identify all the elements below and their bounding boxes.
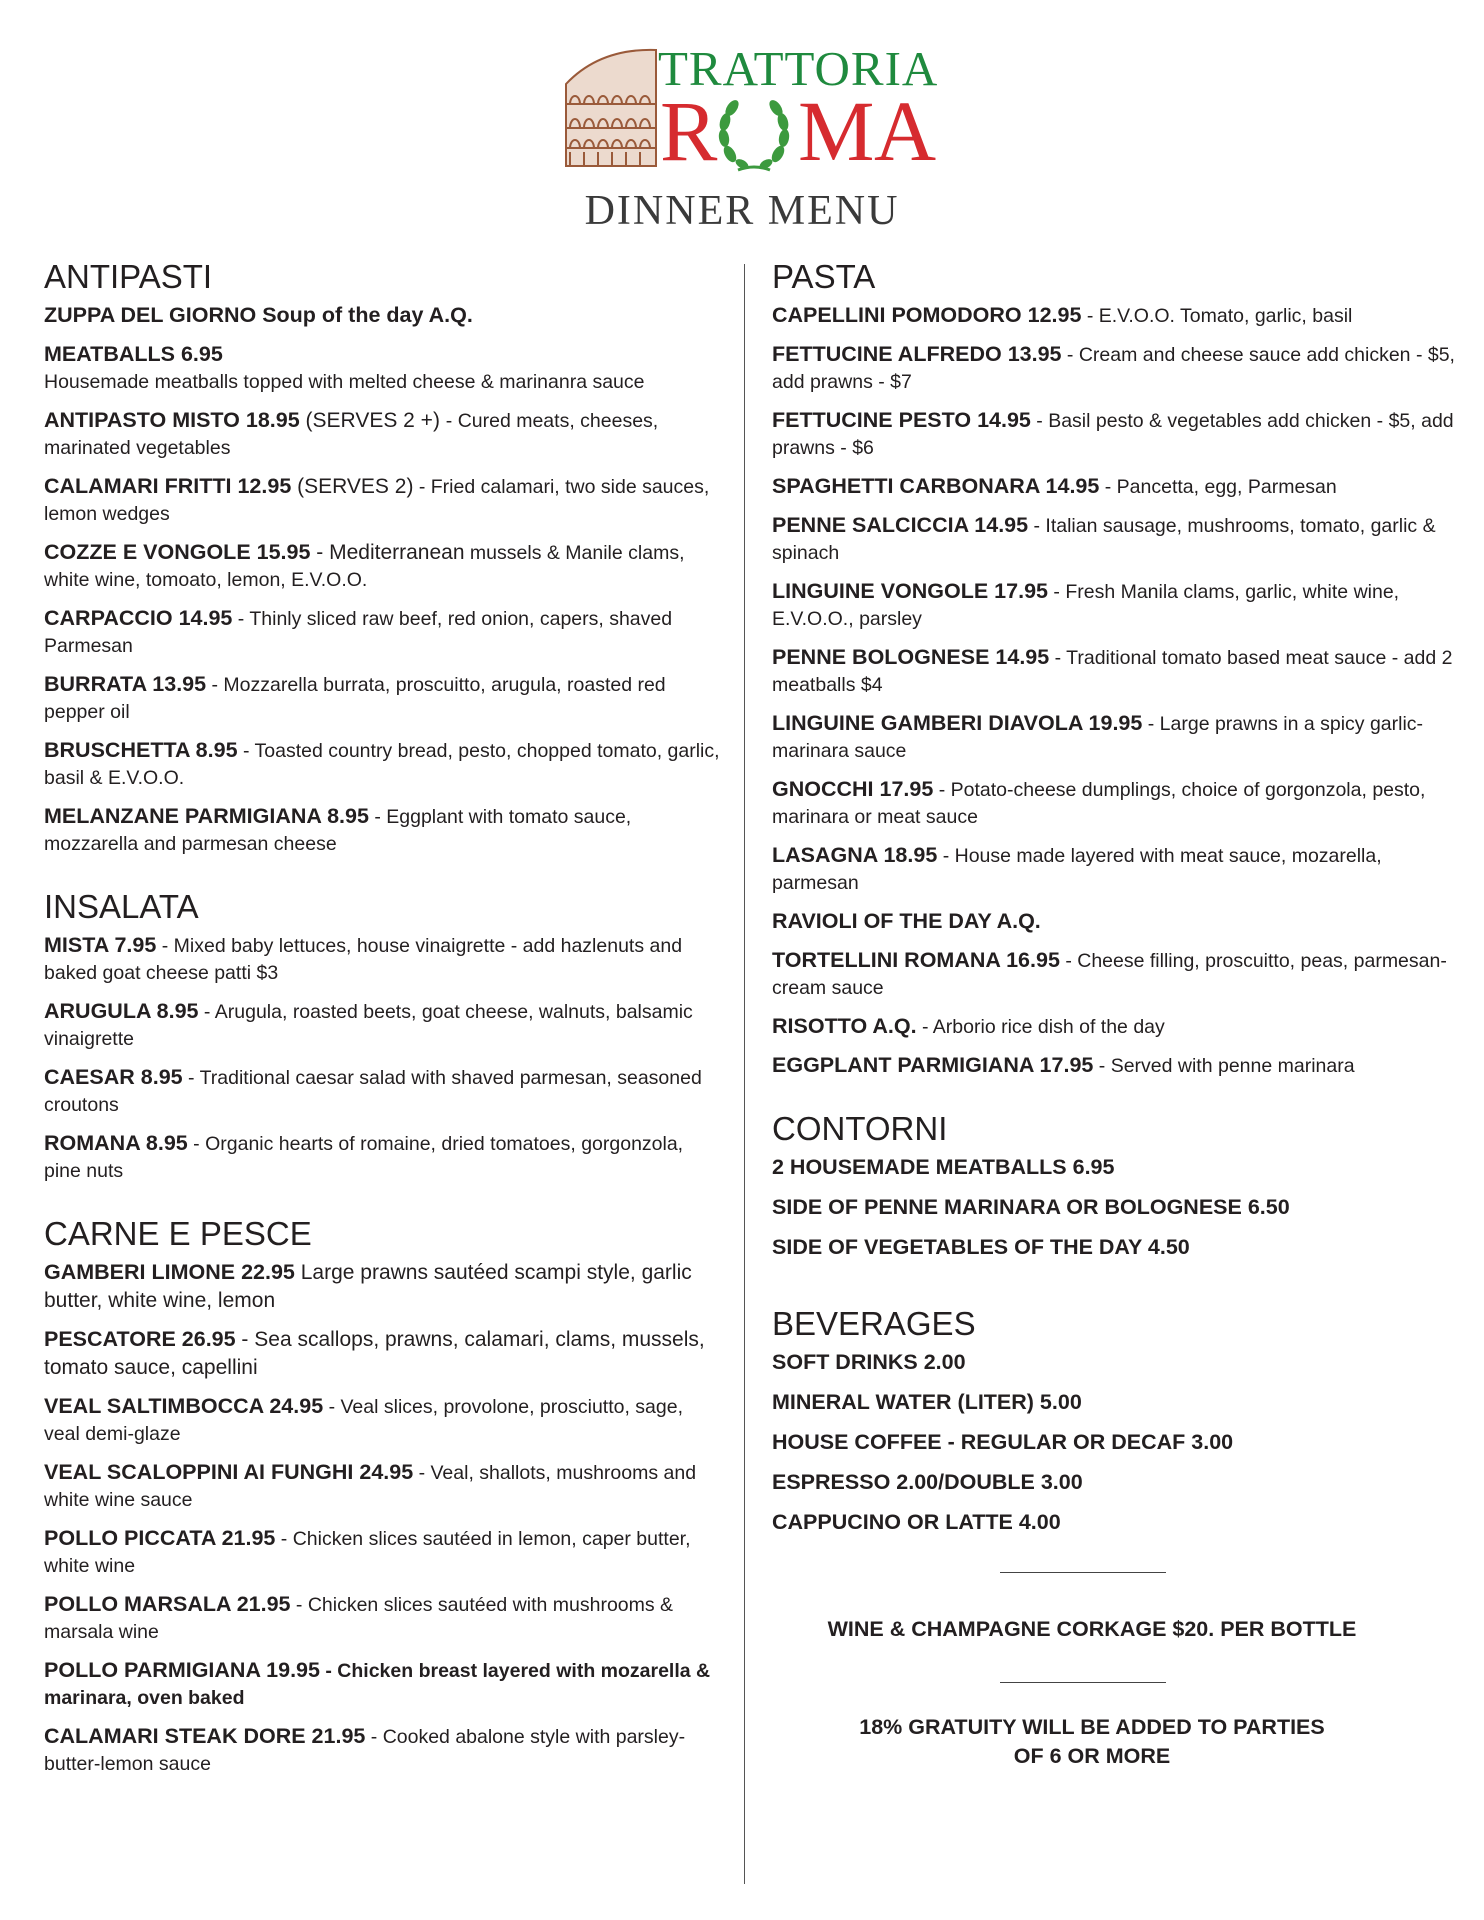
item-name: FETTUCINE PESTO 14.95 — [772, 408, 1031, 432]
menu-item — [44, 1525, 724, 1580]
item-name: CAPELLINI POMODORO 12.95 — [772, 303, 1082, 327]
item-description: - Pancetta, egg, Parmesan — [1099, 476, 1337, 498]
item-name: LINGUINE GAMBERI DIAVOLA 19.95 — [772, 711, 1143, 735]
menu-item — [772, 407, 1462, 462]
menu-item — [44, 932, 724, 987]
item-name: BRUSCHETTA 8.95 — [44, 738, 238, 762]
menu-item — [772, 842, 1462, 897]
menu-item: SIDE OF PENNE MARINARA OR BOLOGNESE 6.50 — [772, 1195, 1290, 1219]
item-name: GAMBERI LIMONE 22.95 — [44, 1260, 295, 1284]
brand-name-bottom — [660, 83, 940, 179]
item-description: - Potato-cheese dumplings, choice of gorgonzola, pesto, marinara or meat sauce — [772, 779, 1426, 828]
gratuity-line: OF 6 OR MORE — [1013, 1744, 1171, 1768]
menu-item — [44, 407, 724, 462]
menu-item — [44, 1064, 724, 1119]
item-description: - Veal slices, provolone, prosciutto, sage, veal demi-glaze — [44, 1396, 684, 1445]
item-name: CAESAR 8.95 — [44, 1065, 183, 1089]
menu-item — [772, 644, 1462, 699]
item-description: - Traditional tomato based meat sauce - add 2 meatballs $4 — [772, 647, 1453, 696]
item-description: - Fresh Manila clams, garlic, white wine, E.V.O.O., parsley — [772, 581, 1400, 630]
section-title: ANTIPASTI — [44, 258, 213, 295]
item-name: ZUPPA DEL GIORNO Soup of the day A.Q. — [44, 303, 473, 327]
menu-item: 2 HOUSEMADE MEATBALLS 6.95 — [772, 1155, 1115, 1179]
item-description: Housemade meatballs topped with melted cheese & marinanra sauce — [44, 371, 645, 393]
item-description: - Cream and cheese sauce add chicken - $5, add prawns - $7 — [772, 344, 1455, 393]
item-name: POLLO MARSALA 21.95 — [44, 1592, 291, 1616]
item-description: - Toasted country bread, pesto, chopped tomato, garlic, basil & E.V.O.O. — [44, 740, 720, 789]
section-title: INSALATA — [44, 888, 199, 925]
section-title: BEVERAGES — [772, 1305, 976, 1342]
item-origin: - Mediterranean — [310, 541, 465, 564]
menu-item — [44, 671, 724, 726]
brand-letter-m: M — [798, 83, 875, 179]
item-description: - Fried calamari, two side sauces, lemon wedges — [44, 476, 710, 525]
section-contorni — [772, 1110, 1462, 1261]
item-description: - Cheese filling, proscuitto, peas, parmesan-cream sauce — [772, 950, 1447, 999]
column-divider — [744, 264, 745, 1884]
item-name: POLLO PARMIGIANA 19.95 — [44, 1658, 320, 1682]
item-name: MISTA 7.95 — [44, 933, 157, 957]
item-name: RISOTTO A.Q. — [772, 1014, 917, 1038]
menu-item — [772, 512, 1462, 567]
menu-item — [772, 1052, 1462, 1080]
item-description: Large prawns sautéed scampi style, garlic butter, white wine, lemon — [44, 1261, 692, 1312]
menu-item: HOUSE COFFEE - REGULAR OR DECAF 3.00 — [772, 1430, 1234, 1454]
item-description: - Chicken slices sautéed in lemon, caper butter, white wine — [44, 1528, 691, 1577]
item-name: CALAMARI FRITTI 12.95 — [44, 474, 292, 498]
item-description: - Traditional caesar salad with shaved parmesan, seasoned croutons — [44, 1067, 702, 1116]
menu-item — [772, 473, 1462, 501]
menu-item — [44, 473, 724, 528]
item-name: ROMANA 8.95 — [44, 1131, 188, 1155]
menu-item: SIDE OF VEGETABLES OF THE DAY 4.50 — [772, 1235, 1190, 1259]
item-description: - Thinly sliced raw beef, red onion, capers, shaved Parmesan — [44, 608, 673, 657]
restaurant-logo — [560, 41, 939, 179]
right-column — [772, 258, 1462, 1771]
item-description: - Served with penne marinara — [1093, 1055, 1355, 1077]
item-name: PESCATORE 26.95 — [44, 1327, 236, 1351]
item-name: GNOCCHI 17.95 — [772, 777, 934, 801]
item-description: - House made layered with meat sauce, mozarella, parmesan — [772, 845, 1382, 894]
item-description: - Mixed baby lettuces, house vinaigrette - add hazlenuts and baked goat cheese patti $3 — [44, 935, 683, 984]
brand-letter-a: A — [874, 83, 937, 179]
item-name: MEATBALLS 6.95 — [44, 342, 223, 366]
item-description: - Chicken slices sautéed with mushrooms & marsala wine — [44, 1594, 674, 1643]
brand-name-top: TRATTORIA — [658, 41, 939, 96]
item-description: - Sea scallops, prawns, calamari, clams, mussels, tomato sauce, capellini — [44, 1328, 705, 1379]
menu-item — [44, 803, 724, 858]
gratuity-line: 18% GRATUITY WILL BE ADDED TO PARTIES — [859, 1715, 1325, 1739]
item-description: - Arugula, roasted beets, goat cheese, walnuts, balsamic vinaigrette — [44, 1001, 693, 1050]
section-pasta — [772, 258, 1462, 1080]
laurel-wreath-icon — [716, 94, 792, 174]
section-insalata — [44, 888, 724, 1185]
item-description: - Basil pesto & vegetables add chicken - $5, add prawns - $6 — [772, 410, 1454, 459]
item-description: - Mozzarella burrata, proscuitto, arugula, roasted red pepper oil — [44, 674, 666, 723]
divider-rule — [1000, 1682, 1166, 1683]
item-description: - Chicken breast layered with mozarella & marinara, oven baked — [44, 1660, 711, 1709]
item-description: - Cooked abalone style with parsley-butter-lemon sauce — [44, 1726, 686, 1775]
menu-item: CAPPUCINO OR LATTE 4.00 — [772, 1510, 1061, 1534]
item-name: LINGUINE VONGOLE 17.95 — [772, 579, 1048, 603]
item-name: MELANZANE PARMIGIANA 8.95 — [44, 804, 369, 828]
menu-item — [44, 302, 724, 330]
section-carne-e-pesce — [44, 1215, 724, 1778]
item-description: mussels & Manile clams, white wine, tomoato, lemon, E.V.O.O. — [44, 542, 685, 591]
menu-item — [772, 341, 1462, 396]
menu-item — [44, 539, 724, 594]
menu-item — [44, 1130, 724, 1185]
menu-item — [772, 776, 1462, 831]
menu-item — [772, 908, 1462, 936]
item-name: VEAL SCALOPPINI AI FUNGHI 24.95 — [44, 1460, 414, 1484]
menu-item: ESPRESSO 2.00/DOUBLE 3.00 — [772, 1470, 1083, 1494]
brand-letter-r: R — [660, 83, 718, 179]
menu-item — [44, 737, 724, 792]
menu-item — [772, 578, 1462, 633]
menu-item — [44, 1657, 724, 1712]
item-description: - Organic hearts of romaine, dried tomatoes, gorgonzola, pine nuts — [44, 1133, 684, 1182]
section-title: PASTA — [772, 258, 876, 295]
menu-item — [772, 1013, 1462, 1041]
item-serves: (SERVES 2) — [291, 475, 414, 498]
corkage-notice: WINE & CHAMPAGNE CORKAGE $20. PER BOTTLE — [827, 1617, 1357, 1641]
item-description: - Eggplant with tomato sauce, mozzarella and parmesan cheese — [44, 806, 632, 855]
menu-item — [772, 302, 1462, 330]
menu-item — [772, 947, 1462, 1002]
item-description: - Cured meats, cheeses, marinated vegetables — [44, 410, 659, 459]
menu-item — [44, 1326, 724, 1382]
section-beverages — [772, 1305, 1462, 1536]
item-name: COZZE E VONGOLE 15.95 — [44, 540, 311, 564]
menu-item: MINERAL WATER (LITER) 5.00 — [772, 1390, 1082, 1414]
menu-item — [44, 998, 724, 1053]
menu-item — [44, 1723, 724, 1778]
menu-item — [772, 710, 1462, 765]
item-name: SPAGHETTI CARBONARA 14.95 — [772, 474, 1100, 498]
menu-item — [44, 605, 724, 660]
item-name: CARPACCIO 14.95 — [44, 606, 233, 630]
item-name: PENNE BOLOGNESE 14.95 — [772, 645, 1050, 669]
item-name: FETTUCINE ALFREDO 13.95 — [772, 342, 1062, 366]
item-name: BURRATA 13.95 — [44, 672, 207, 696]
menu-item — [44, 341, 724, 396]
menu-item — [44, 1393, 724, 1448]
item-name: ANTIPASTO MISTO 18.95 — [44, 408, 300, 432]
item-name: LASAGNA 18.95 — [772, 843, 938, 867]
menu-title: DINNER MENU — [584, 188, 900, 234]
item-name: EGGPLANT PARMIGIANA 17.95 — [772, 1053, 1094, 1077]
colosseum-icon — [560, 44, 660, 172]
left-column — [44, 258, 724, 1808]
divider-rule — [1000, 1572, 1166, 1573]
gratuity-notice — [772, 1713, 1412, 1771]
menu-item: SOFT DRINKS 2.00 — [772, 1350, 966, 1374]
section-title: CONTORNI — [772, 1110, 948, 1147]
menu-item — [44, 1259, 724, 1315]
item-name: ARUGULA 8.95 — [44, 999, 199, 1023]
section-antipasti — [44, 258, 724, 858]
item-name: PENNE SALCICCIA 14.95 — [772, 513, 1029, 537]
item-name: RAVIOLI OF THE DAY A.Q. — [772, 909, 1041, 933]
item-description: - Arborio rice dish of the day — [916, 1016, 1165, 1038]
item-description: - Veal, shallots, mushrooms and white wine sauce — [44, 1462, 697, 1511]
menu-item — [44, 1459, 724, 1514]
item-description: - Italian sausage, mushrooms, tomato, garlic & spinach — [772, 515, 1436, 564]
menu-item — [44, 1591, 724, 1646]
item-name: TORTELLINI ROMANA 16.95 — [772, 948, 1060, 972]
item-name: POLLO PICCATA 21.95 — [44, 1526, 276, 1550]
item-description: - E.V.O.O. Tomato, garlic, basil — [1081, 305, 1353, 327]
item-name: CALAMARI STEAK DORE 21.95 — [44, 1724, 366, 1748]
section-title: CARNE E PESCE — [44, 1215, 312, 1252]
item-description: - Large prawns in a spicy garlic-marinara sauce — [772, 713, 1424, 762]
item-serves: (SERVES 2 +) — [299, 409, 446, 432]
item-name: VEAL SALTIMBOCCA 24.95 — [44, 1394, 324, 1418]
